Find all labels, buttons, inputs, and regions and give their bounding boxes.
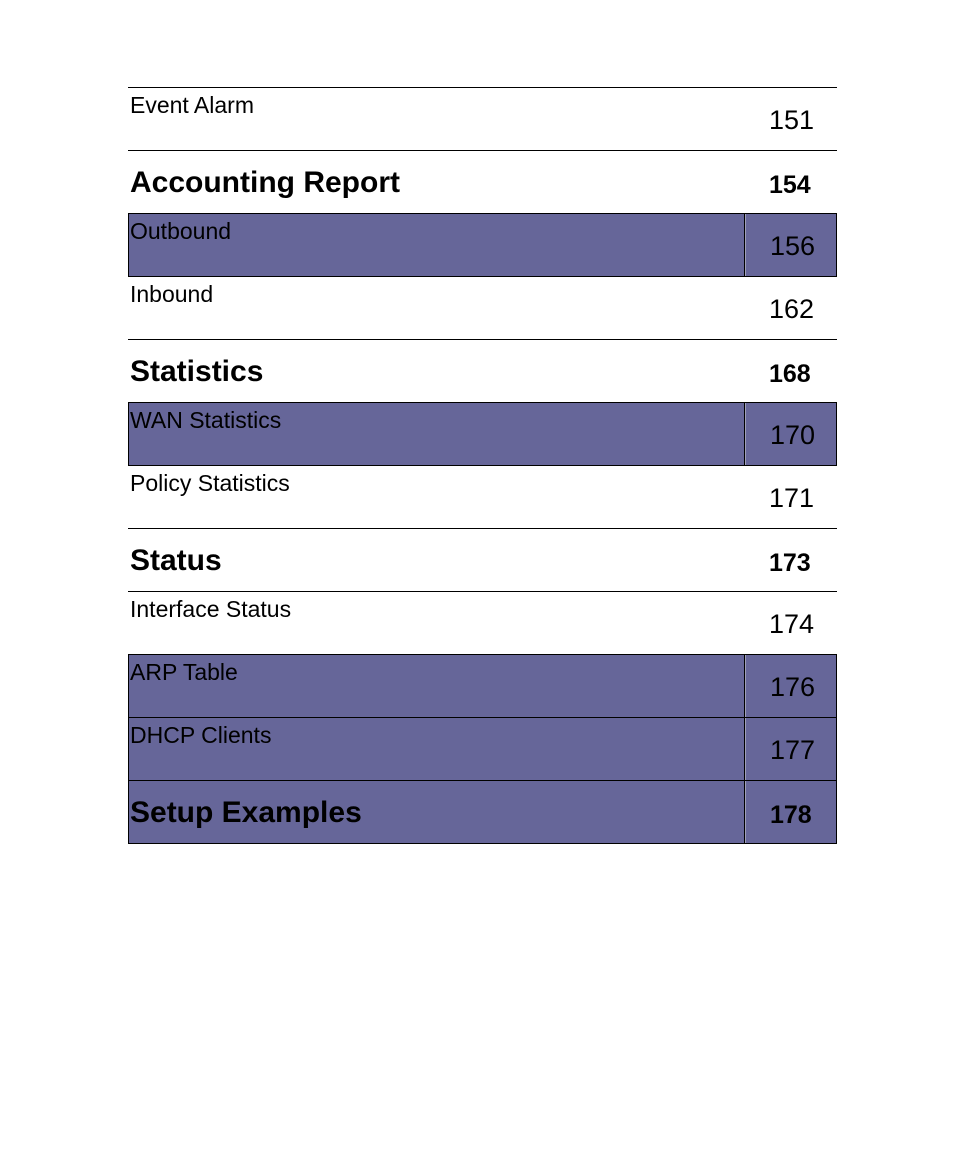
toc-page-cell [745, 151, 837, 213]
toc-page-cell [745, 655, 836, 717]
toc-title-cell [128, 88, 745, 150]
toc-entry-page[interactable]: 151 [769, 105, 815, 135]
toc-page-cell [745, 529, 837, 591]
toc-section-page[interactable]: 178 [770, 801, 812, 829]
toc-title-cell [129, 403, 745, 465]
table-of-contents [128, 87, 837, 844]
toc-section-status[interactable] [128, 529, 837, 592]
toc-entry-page[interactable]: 171 [769, 483, 815, 513]
toc-page-cell [745, 214, 836, 276]
toc-page-cell [745, 277, 837, 339]
toc-entry-title[interactable]: Inbound [130, 281, 214, 307]
toc-section-title[interactable]: Statistics [130, 355, 264, 388]
toc-section-page[interactable]: 154 [769, 171, 811, 199]
toc-entry-page[interactable]: 156 [770, 231, 816, 261]
toc-entry-page[interactable]: 177 [770, 735, 816, 765]
toc-title-cell [128, 529, 745, 591]
toc-title-cell [129, 655, 745, 717]
toc-section-page[interactable]: 173 [769, 549, 811, 577]
toc-page-cell [745, 718, 836, 780]
toc-section-title[interactable]: Status [130, 544, 222, 577]
toc-page-cell [745, 466, 837, 528]
toc-title-cell [129, 214, 745, 276]
toc-entry-title[interactable]: DHCP Clients [130, 722, 272, 748]
toc-title-cell [128, 151, 745, 213]
toc-section-accounting-report[interactable] [128, 151, 837, 214]
toc-section-statistics[interactable] [128, 340, 837, 403]
toc-title-cell [128, 277, 745, 339]
toc-entry-interface-status[interactable] [128, 592, 837, 655]
toc-entry-dhcp-clients[interactable] [128, 718, 837, 781]
toc-entry-title[interactable]: Outbound [130, 218, 232, 244]
toc-entry-title[interactable]: Event Alarm [130, 92, 254, 118]
toc-section-setup-examples[interactable] [128, 781, 837, 844]
toc-entry-page[interactable]: 174 [769, 609, 815, 639]
toc-entry-title[interactable]: WAN Statistics [130, 407, 282, 433]
toc-entry-outbound[interactable] [128, 214, 837, 277]
toc-entry-event-alarm[interactable] [128, 88, 837, 151]
toc-title-cell [128, 340, 745, 402]
toc-entry-page[interactable]: 176 [770, 672, 816, 702]
toc-entry-title[interactable]: Interface Status [130, 596, 292, 622]
toc-entry-policy-statistics[interactable] [128, 466, 837, 529]
toc-page-cell [745, 781, 836, 843]
toc-entry-title[interactable]: Policy Statistics [130, 470, 290, 496]
toc-page-cell [745, 340, 837, 402]
toc-entry-page[interactable]: 170 [770, 420, 816, 450]
toc-title-cell [128, 466, 745, 528]
toc-page-cell [745, 592, 837, 654]
toc-title-cell [128, 592, 745, 654]
toc-entry-title[interactable]: ARP Table [130, 659, 238, 685]
toc-title-cell [129, 718, 745, 780]
toc-section-title[interactable]: Setup Examples [130, 796, 362, 829]
toc-title-cell [129, 781, 745, 843]
toc-page-cell [745, 403, 836, 465]
toc-entry-arp-table[interactable] [128, 655, 837, 718]
toc-entry-page[interactable]: 162 [769, 294, 815, 324]
toc-section-title[interactable]: Accounting Report [130, 166, 400, 199]
toc-page-cell [745, 88, 837, 150]
toc-entry-inbound[interactable] [128, 277, 837, 340]
toc-entry-wan-statistics[interactable] [128, 403, 837, 466]
toc-section-page[interactable]: 168 [769, 360, 811, 388]
